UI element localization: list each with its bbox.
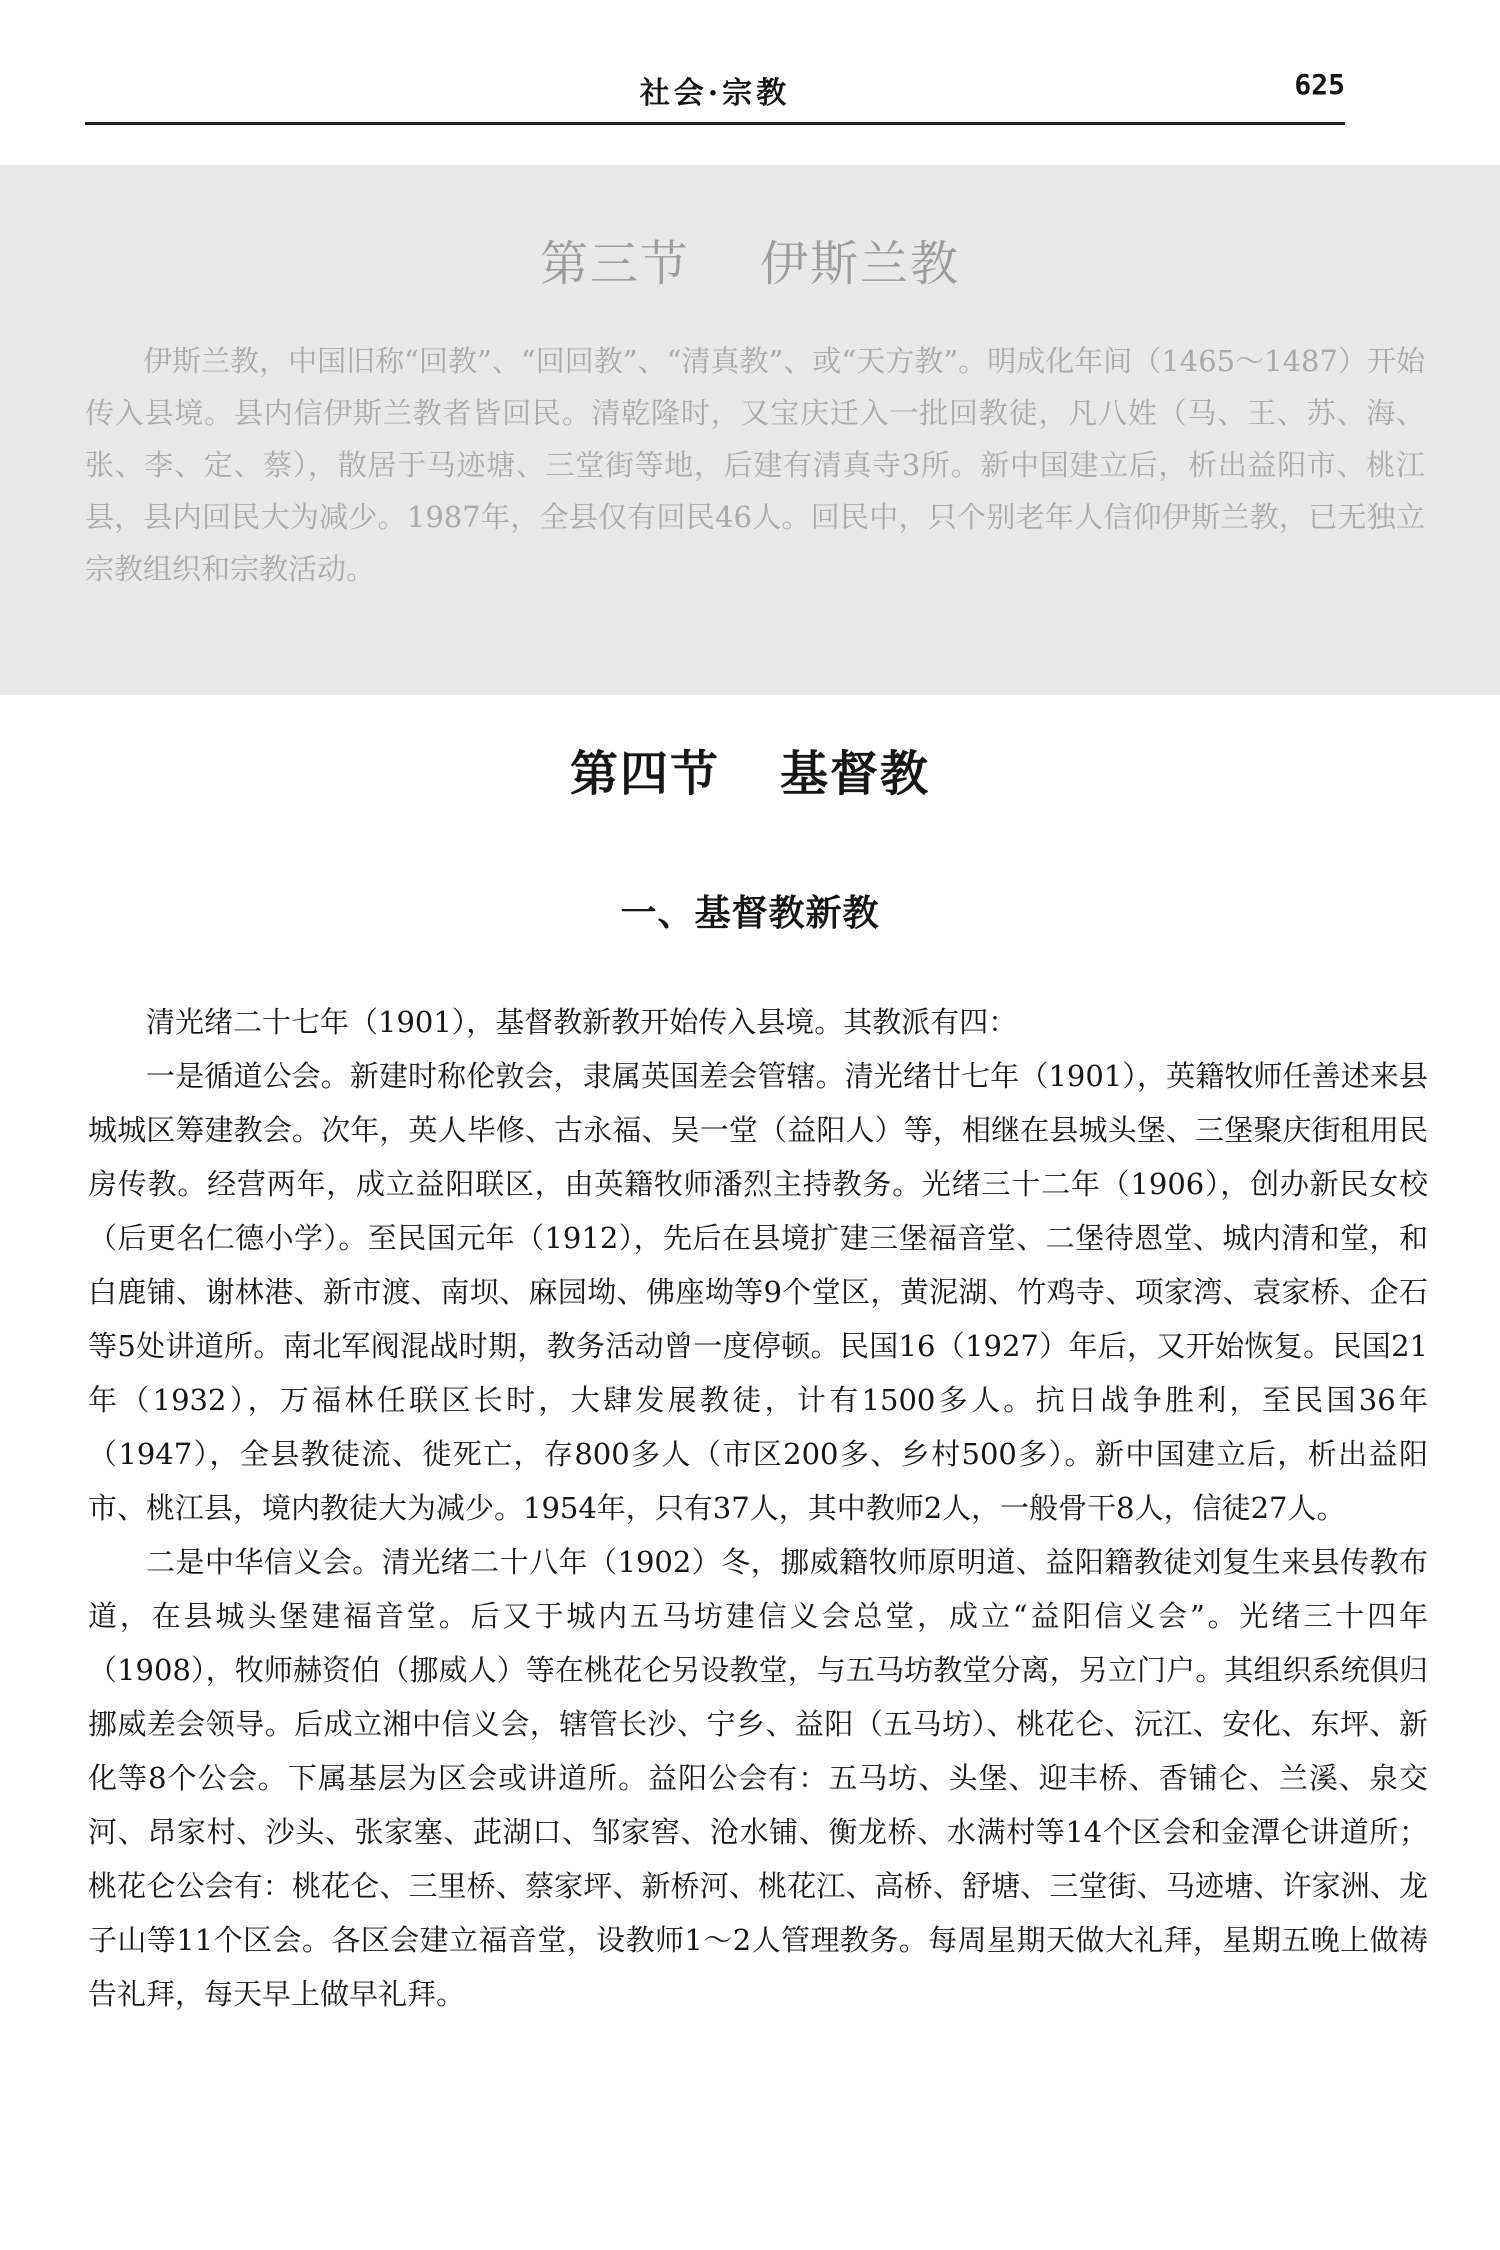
paragraph-intro: 清光绪二十七年（1901），基督教新教开始传入县境。其教派有四： <box>146 1005 1018 1039</box>
main-body <box>88 995 1428 2021</box>
paragraph-methodist: 一是循道公会。新建时称伦敦会，隶属英国差会管辖。清光绪廿七年（1901），英籍牧师任善述来县城城区筹建教会。次年，英人毕修、古永福、吴一堂（益阳人）等，相继在县城头堡、三堡聚庆街租用民房传教。经营两年，成立益阳联区，由英籍牧师潘烈主持教务。光绪三十二年（1906），创办新民女校（后更名仁德小学）。至民国元年（1912），先后在县境扩建三堡福音堂、二堡待恩堂、城内清和堂，和白鹿铺、谢林港、新市渡、南坝、麻园坳、佛座坳等9个堂区，黄泥湖、竹鸡寺、项家湾、袁家桥、企石等5处讲道所。南北军阀混战时期，教务活动曾一度停顿。民国16（1927）年后，又开始恢复。民国21年（1932），万福林任联区长时，大肆发展教徒，计有1500多人。抗日战争胜利，至民国36年（1947），全县教徒流、徙死亡，存800多人（市区200多、乡村500多）。新中国建立后，析出益阳市、桃江县，境内教徒大为减少。1954年，只有37人，其中教师2人，一般骨干8人，信徒27人。 <box>88 1059 1428 1525</box>
faded-section-islam <box>0 165 1500 695</box>
section-heading-islam <box>0 225 1500 294</box>
page-header <box>85 60 1345 120</box>
running-header-title: 社会·宗教 <box>639 76 791 111</box>
islam-paragraph: 伊斯兰教，中国旧称“回教”、“回回教”、“清真教”、或“天方教”。明成化年间（1465～1487）开始传入县境。县内信伊斯兰教者皆回民。清乾隆时，又宝庆迁入一批回教徒，凡八姓（马、王、苏、海、张、李、定、蔡），散居于马迹塘、三堂街等地，后建有清真寺3所。新中国建立后，析出益阳市、桃江县，县内回民大为减少。1987年，全县仅有回民46人。回民中，只个别老年人信仰伊斯兰教，已无独立宗教组织和宗教活动。 <box>85 344 1425 586</box>
page-number: 625 <box>1294 68 1345 101</box>
section-title-islam: 伊斯兰教 <box>760 236 961 292</box>
paragraph-lutheran: 二是中华信义会。清光绪二十八年（1902）冬，挪威籍牧师原明道、益阳籍教徒刘复生来县传教布道，在县城头堡建福音堂。后又于城内五马坊建信义会总堂，成立“益阳信义会”。光绪三十四年（1908），牧师赫资伯（挪威人）等在桃花仑另设教堂，与五马坊教堂分离，另立门户。其组织系统俱归挪威差会领导。后成立湘中信义会，辖管长沙、宁乡、益阳（五马坊）、桃花仑、沅江、安化、东坪、新化等8个公会。下属基层为区会或讲道所。益阳公会有：五马坊、头堡、迎丰桥、香铺仑、兰溪、泉交河、昂家村、沙头、张家塞、茈湖口、邹家窖、沧水铺、衡龙桥、水满村等14个区会和金潭仑讲道所；桃花仑公会有：桃花仑、三里桥、蔡家坪、新桥河、桃花江、高桥、舒塘、三堂街、马迹塘、许家洲、龙子山等11个区会。各区会建立福音堂，设教师1～2人管理教务。每周星期天做大礼拜，星期五晚上做祷告礼拜，每天早上做早礼拜。 <box>88 1545 1428 2011</box>
section-number-3: 第三节 <box>539 236 690 292</box>
section-heading-christianity <box>0 735 1500 804</box>
section-number-4: 第四节 <box>569 746 720 802</box>
header-rule <box>85 122 1345 125</box>
subheading-protestantism: 一、基督教新教 <box>620 892 880 934</box>
section-title-christianity: 基督教 <box>780 746 931 802</box>
